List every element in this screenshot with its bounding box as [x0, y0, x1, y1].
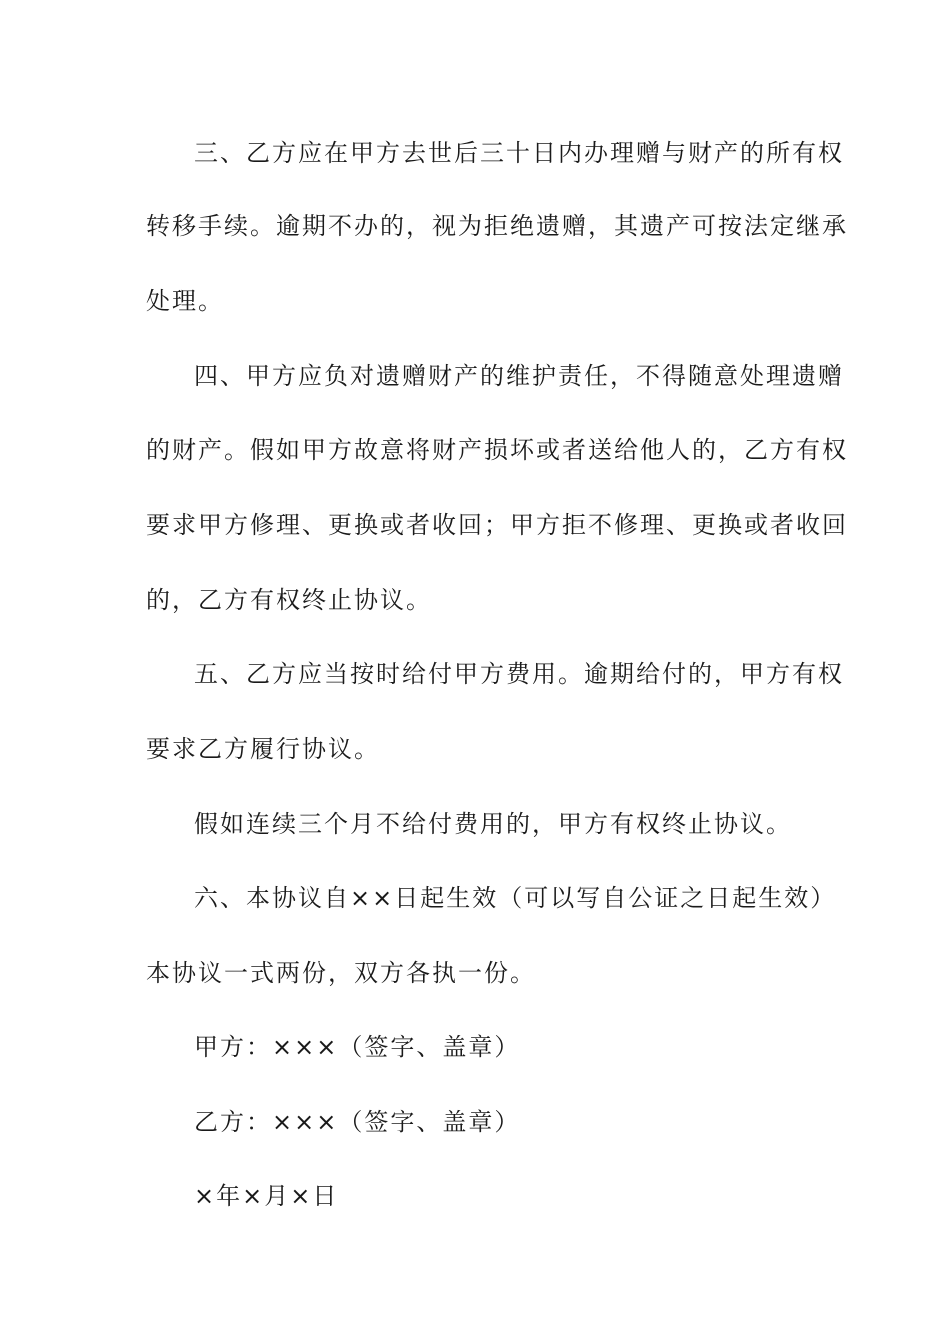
clause-4-line-2: 的财产。假如甲方故意将财产损坏或者送给他人的，乙方有权	[146, 436, 848, 464]
clause-4-line-1: 四、甲方应负对遗赠财产的维护责任，不得随意处理遗赠	[194, 362, 844, 390]
clause-5-line-2: 要求乙方履行协议。	[146, 735, 380, 763]
party-b-signature: 乙方：×××（签字、盖章）	[194, 1108, 521, 1136]
clause-5-extra-line: 假如连续三个月不给付费用的，甲方有权终止协议。	[194, 810, 792, 838]
clause-3-line-3: 处理。	[146, 287, 224, 315]
clause-3-line-1: 三、乙方应在甲方去世后三十日内办理赠与财产的所有权	[194, 139, 844, 167]
signing-date: ×年×月×日	[194, 1182, 339, 1210]
clause-4-line-4: 的，乙方有权终止协议。	[146, 586, 432, 614]
clause-5-line-1: 五、乙方应当按时给付甲方费用。逾期给付的，甲方有权	[194, 660, 844, 688]
clause-4-line-3: 要求甲方修理、更换或者收回；甲方拒不修理、更换或者收回	[146, 511, 848, 539]
clause-6-line-1: 六、本协议自××日起生效（可以写自公证之日起生效）	[194, 884, 837, 912]
clause-3-line-2: 转移手续。逾期不办的，视为拒绝遗赠，其遗产可按法定继承	[146, 212, 848, 240]
party-a-signature: 甲方：×××（签字、盖章）	[194, 1033, 521, 1061]
clause-6-line-2: 本协议一式两份，双方各执一份。	[146, 959, 536, 987]
